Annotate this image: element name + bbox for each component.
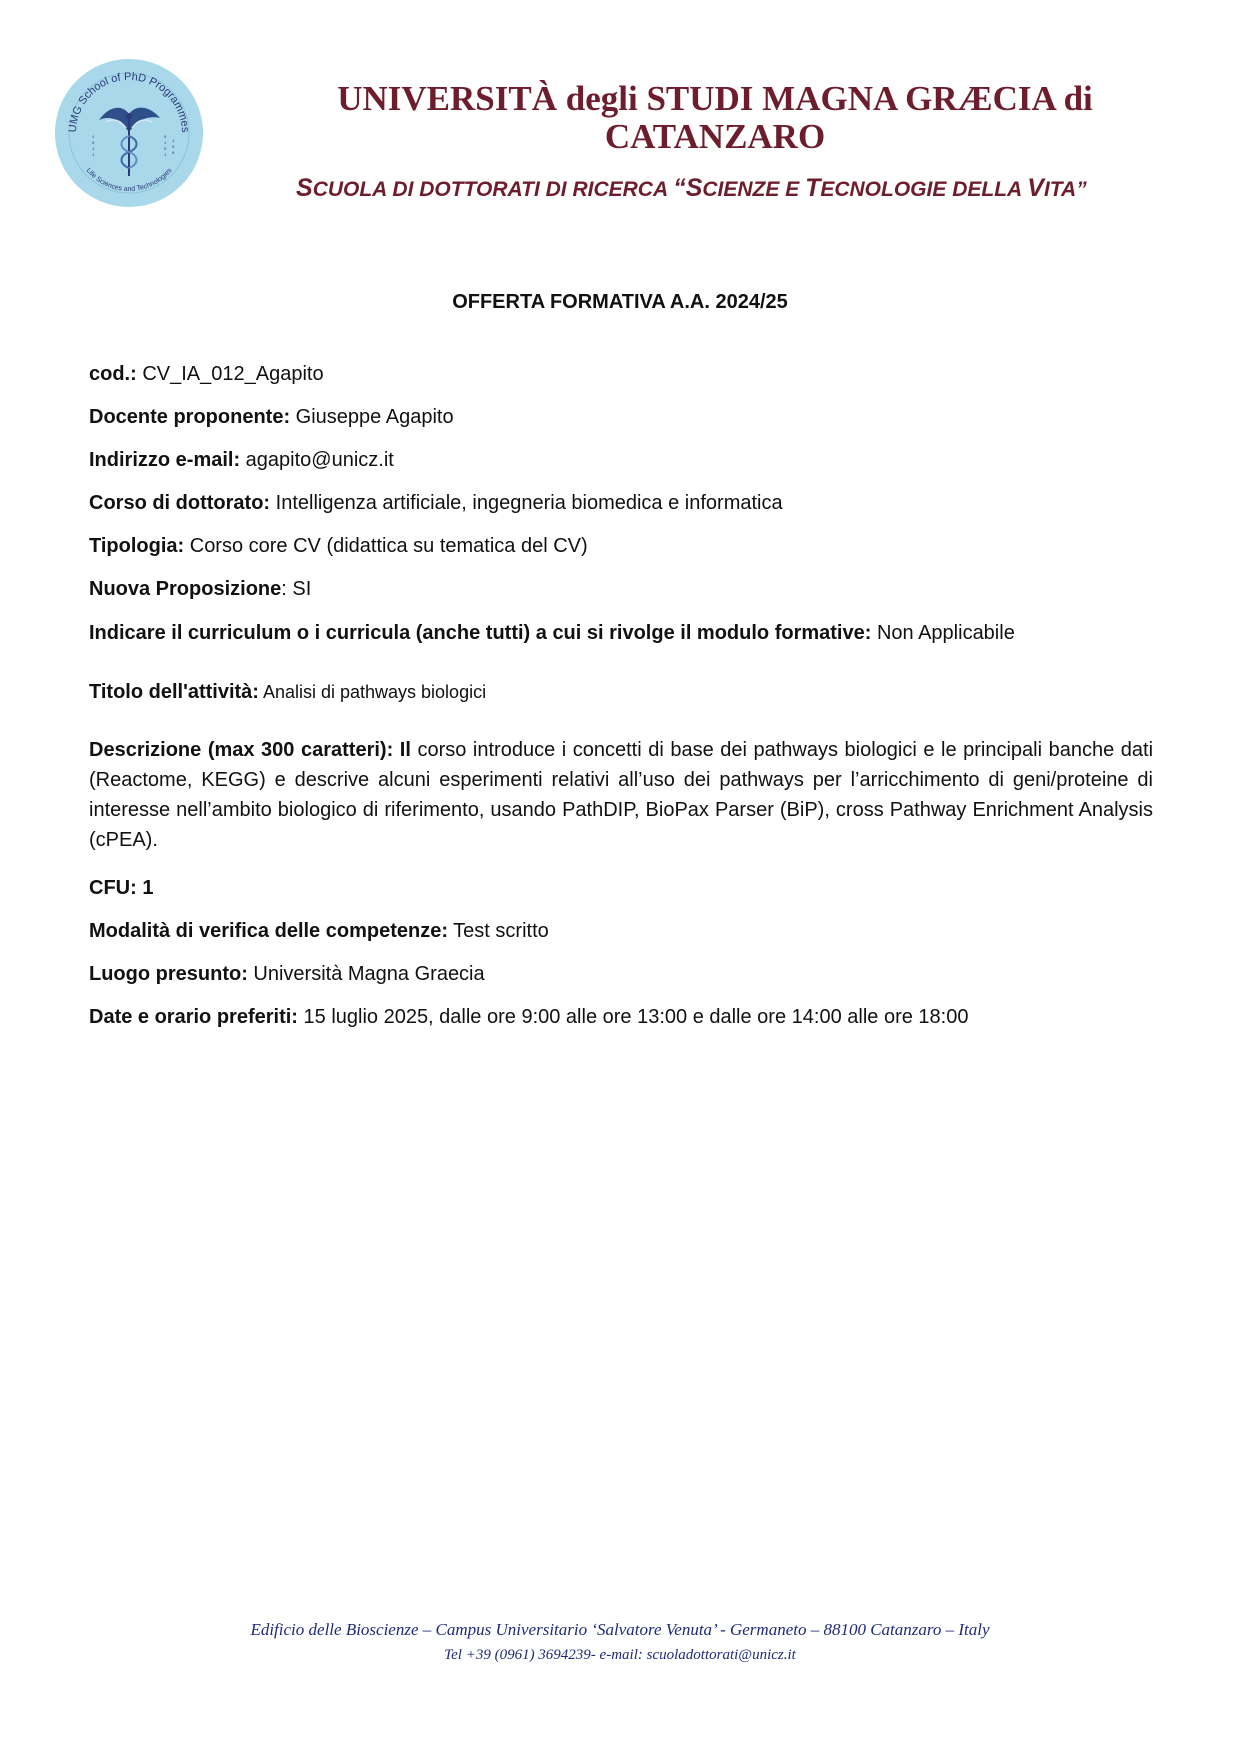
svg-text:0: 0	[172, 152, 175, 156]
svg-text:1: 1	[92, 154, 95, 158]
school-word-1: CUOLA DI DOTTORATI DI RICERCA	[312, 178, 674, 201]
university-title-line1: UNIVERSITÀ degli STUDI MAGNA GRÆCIA di	[337, 79, 1093, 118]
field-corso-label: Corso di dottorato:	[89, 492, 271, 514]
field-date-value: 15 luglio 2025, dalle ore 9:00 alle ore 13:00 e dalle ore 14:00 alle ore 18:00	[297, 1006, 969, 1028]
field-cfu	[89, 873, 1153, 903]
field-cod-value: CV_IA_012_Agapito	[136, 363, 324, 385]
footer-address: Edificio delle Bioscienze – Campus Universitario ‘Salvatore Venuta’ - Germaneto – 88100 Catanzaro – Italy	[250, 1620, 990, 1639]
field-nuova-value: : SI	[281, 578, 312, 600]
school-cap-1: S	[296, 174, 313, 202]
field-tipologia-label: Tipologia:	[89, 535, 185, 557]
school-logo	[54, 58, 204, 208]
document-heading: OFFERTA FORMATIVA A.A. 2024/25	[452, 291, 788, 313]
svg-text:1: 1	[92, 136, 95, 140]
field-date	[89, 1002, 1153, 1032]
field-descrizione	[89, 735, 1153, 855]
field-email-label: Indirizzo e-mail:	[89, 449, 241, 471]
university-title	[260, 80, 1170, 156]
field-nuova-proposizione	[89, 574, 1153, 604]
school-cap-4: V	[1027, 174, 1044, 202]
school-word-3: ECNOLOGIE DELLA	[820, 178, 1028, 201]
university-title-line2: CATANZARO	[604, 117, 826, 156]
field-docente-label: Docente proponente:	[89, 406, 291, 428]
field-curricula-label: Indicare il curriculum o i curricula (anche tutti) a cui si rivolge il modulo formative:	[89, 622, 872, 644]
seal-ring-text-top: UMG School of PhD Programmes	[66, 70, 192, 133]
field-curricula-value: Non Applicabile	[871, 622, 1015, 644]
field-tipologia	[89, 531, 1153, 561]
field-titolo	[89, 677, 1153, 707]
svg-text:1: 1	[92, 148, 95, 152]
svg-text:1: 1	[172, 140, 175, 144]
field-docente	[89, 402, 1153, 432]
school-word-2: CIENZE E	[702, 178, 806, 201]
svg-text:0: 0	[172, 146, 175, 150]
svg-text:0: 0	[164, 148, 167, 152]
field-email	[89, 445, 1153, 475]
field-curricula	[89, 618, 1153, 648]
field-docente-value: Giuseppe Agapito	[290, 406, 454, 428]
school-word-4: ITA”	[1043, 178, 1087, 201]
field-corso-value: Intelligenza artificiale, ingegneria biomedica e informatica	[270, 492, 783, 514]
field-titolo-value: Analisi di pathways biologici	[258, 682, 487, 702]
field-modalita-value: Test scritto	[447, 920, 549, 942]
school-cap-3: T	[805, 174, 821, 202]
field-cod-label: cod.:	[89, 363, 137, 385]
svg-text:1: 1	[164, 142, 167, 146]
svg-text:1: 1	[164, 154, 167, 158]
field-descrizione-label: Descrizione (max 300 caratteri): Il	[89, 739, 411, 761]
field-luogo-label: Luogo presunto:	[89, 963, 248, 985]
field-nuova-label: Nuova Proposizione	[89, 578, 282, 600]
field-email-value: agapito@unicz.it	[240, 449, 394, 471]
field-modalita-label: Modalità di verifica delle competenze:	[89, 920, 448, 942]
svg-text:0: 0	[164, 136, 167, 140]
field-descrizione-value: corso introduce i concetti di base dei pathways biologici e le principali banche dati (Reactome, KEGG) e descrive alcuni esperimenti relativi all’uso dei pathways per l’arricchimento di geni/proteine di interesse nell’ambito biologico di riferimento, usando PathDIP, BioPax Parser (BiP), cross Pathway Enrichment Analysis (cPEA).	[89, 739, 1154, 851]
footer-contact: Tel +39 (0961) 3694239- e-mail: scuoladottorati@unicz.it	[444, 1647, 796, 1663]
field-modalita	[89, 916, 1153, 946]
svg-text:0: 0	[92, 142, 95, 146]
field-cfu-label: CFU: 1	[89, 877, 154, 899]
school-cap-2: “S	[673, 174, 703, 202]
seal-ring-text-bottom: Life Sciences and Technologies	[84, 167, 174, 193]
phd-school-seal-icon	[54, 58, 204, 208]
field-luogo-value: Università Magna Graecia	[247, 963, 485, 985]
field-titolo-label: Titolo dell'attività:	[89, 681, 259, 703]
field-luogo	[89, 959, 1153, 989]
field-corso	[89, 488, 1153, 518]
field-cod	[89, 359, 1153, 389]
field-tipologia-value: Corso core CV (didattica su tematica del CV)	[184, 535, 588, 557]
field-date-label: Date e orario preferiti:	[89, 1006, 298, 1028]
school-name	[296, 174, 1087, 203]
